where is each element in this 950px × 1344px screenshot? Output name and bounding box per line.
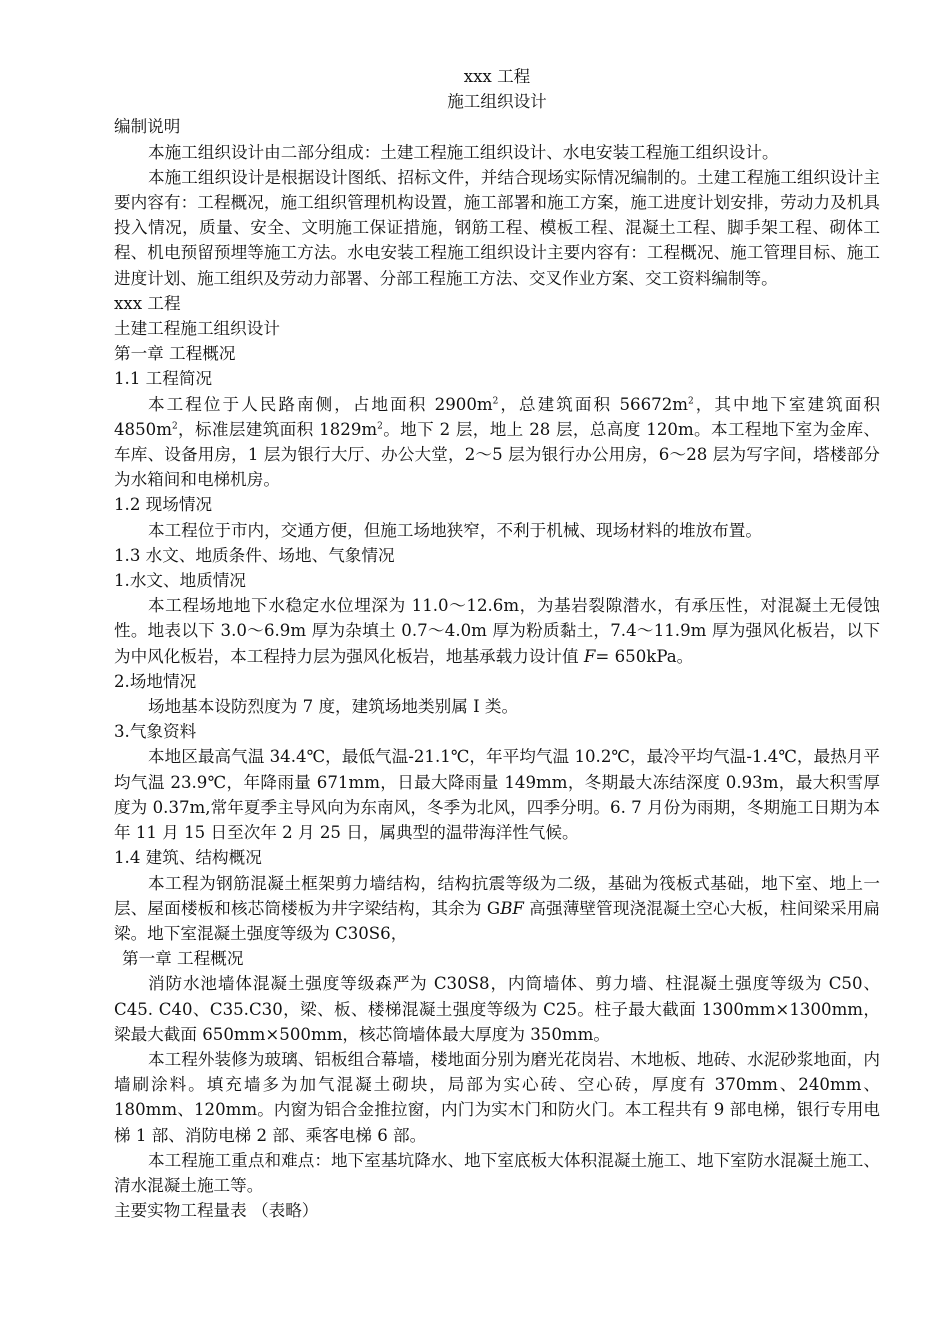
italic-symbol: BF: [500, 898, 524, 918]
notes-paragraph-2: 本施工组织设计是根据设计图纸、招标文件，并结合现场实际情况编制的。土建工程施工组织设计主要内容有：工程概况，施工组织管理机构设置，施工部署和施工方案，施工进度计划安排，劳动力及机具投入情况，质量、安全、文明施工保证措施，钢筋工程、模板工程、混凝土工程、脚手架工程、砌体工程、机电预留预埋等施工方法。水电安装工程施工组织设计主要内容有：工程概况、施工管理目标、施工进度计划、施工组织及劳动力部署、分部工程施工方法、交叉作业方案、交工资料编制等。: [114, 167, 880, 288]
italic-symbol: F: [583, 646, 596, 666]
preparation-notes-heading: 编制说明: [114, 117, 181, 137]
text-run: 本工程场地地下水稳定水位埋深为 11.0～12.6m，为基岩裂隙潜水，有承压性，对混凝土无侵蚀性。地表以下 3.0～6.9m 厚为杂填土 0.7～4.0m 厚为粉质黏土，7.4～11.9m 厚为强风化板岩，以下为中风化板岩，本工程持力层为强风化板岩，地基承载力设计值: [114, 596, 880, 666]
subsection-heading-site: 2.场地情况: [114, 671, 197, 691]
section-heading-1-1: 1.1 工程简况: [114, 369, 213, 389]
subsection-heading-hydrology: 1.水文、地质情况: [114, 571, 246, 591]
structure-paragraph: [114, 871, 880, 947]
key-difficulties-paragraph: 本工程施工重点和难点：地下室基坑降水、地下室底板大体积混凝土施工、地下室防水混凝土施工、清水混凝土施工等。: [114, 1150, 880, 1195]
superscript: 2: [688, 396, 694, 407]
document-page: [114, 64, 880, 1223]
text-run: ，其中地下室建筑面积 4850m: [114, 394, 881, 439]
text-run: ，总建筑面积 56672m: [498, 394, 689, 414]
civil-design-title: 土建工程施工组织设计: [114, 319, 280, 339]
superscript: 2: [171, 421, 178, 432]
section-heading-1-2: 1.2 现场情况: [114, 495, 213, 515]
document-title: xxx 工程: [463, 67, 531, 86]
document-subtitle: 施工组织设计: [447, 92, 547, 112]
site-paragraph: 本工程位于市内，交通方便，但施工场地狭窄，不利于机械、现场材料的堆放布置。: [148, 520, 762, 540]
superscript: 2: [492, 396, 499, 407]
notes-paragraph-1: 本施工组织设计由二部分组成：土建工程施工组织设计、水电安装工程施工组织设计。: [148, 142, 779, 162]
quantity-table-note: 主要实物工程量表 （表略）: [114, 1201, 319, 1221]
text-run: = 650kPa。: [595, 646, 694, 666]
climate-paragraph: 本地区最高气温 34.4℃，最低气温-21.1℃，年平均气温 10.2℃，最冷平均气温-1.4℃，最热月平均气温 23.9℃，年降雨量 671mm，日最大降雨量 149mm，冬期最大冻结深度 0.93m，最大积雪厚度为 0.37m,常年夏季主导风向为东南风，冬季为北风，四季分明。6. 7 月份为雨期，冬期施工日期为本年 11 月 15 日至次年 2 月 25 日，属典型的温带海洋性气候。: [114, 747, 880, 843]
text-run: 本工程位于人民路南侧，占地面积 2900m: [148, 394, 493, 414]
section-heading-1-4: 1.4 建筑、结构概况: [114, 848, 262, 868]
chapter-heading-repeat: 第一章 工程概况: [122, 949, 244, 969]
hydrology-paragraph: [114, 593, 880, 669]
superscript: 2: [377, 421, 383, 432]
subsection-heading-climate: 3.气象资料: [114, 722, 197, 742]
text-run: 高强薄壁管现浇混凝土空心大板，柱间梁采用扁梁。地下室混凝土强度等级为 C30S6，: [114, 898, 881, 943]
finishes-paragraph: 本工程外装修为玻璃、铝板组合幕墙，楼地面分别为磨光花岗岩、木地板、地砖、水泥砂浆地面，内墙刷涂料。填充墙多为加气混凝土砌块，局部为实心砖、空心砖，厚度有 370mm、240mm、180mm、120mm。内窗为铝合金推拉窗，内门为实木门和防火门。本工程共有 9 部电梯，银行专用电梯 1 部、消防电梯 2 部、乘客电梯 6 部。: [114, 1049, 880, 1145]
text-run: 本工程为钢筋混凝土框架剪力墙结构，结构抗震等级为二级，基础为筏板式基础，地下室、地上一层、屋面楼板和核芯筒楼板为井字梁结构，其余为 G: [114, 873, 880, 918]
text-run: ，标准层建筑面积 1829m: [177, 419, 378, 439]
text-run: 。地下 2 层，地上 28 层，总高度 120m。本工程地下室为金库、车库、设备用房，1 层为银行大厅、办公大堂，2～5 层为银行办公用房，6～28 层为写字间，塔楼部分为水箱间和电梯机房。: [114, 419, 881, 490]
project-summary-paragraph: [114, 392, 880, 493]
section-heading-1-3: 1.3 水文、地质条件、场地、气象情况: [114, 545, 395, 565]
concrete-grade-paragraph: 消防水池墙体混凝土强度等级森严为 C30S8，内筒墙体、剪力墙、柱混凝土强度等级为 C50、C45. C40、C35.C30，梁、板、楼梯混凝土强度等级为 C25。柱子最大截面 1300mm×1300mm，梁最大截面 650mm×500mm，核芯筒墙体最大厚度为 350mm。: [114, 974, 880, 1044]
project-name: xxx 工程: [114, 293, 181, 313]
chapter-heading: 第一章 工程概况: [114, 344, 236, 364]
site-condition-paragraph: 场地基本设防烈度为 7 度，建筑场地类别属 I 类。: [148, 697, 519, 717]
